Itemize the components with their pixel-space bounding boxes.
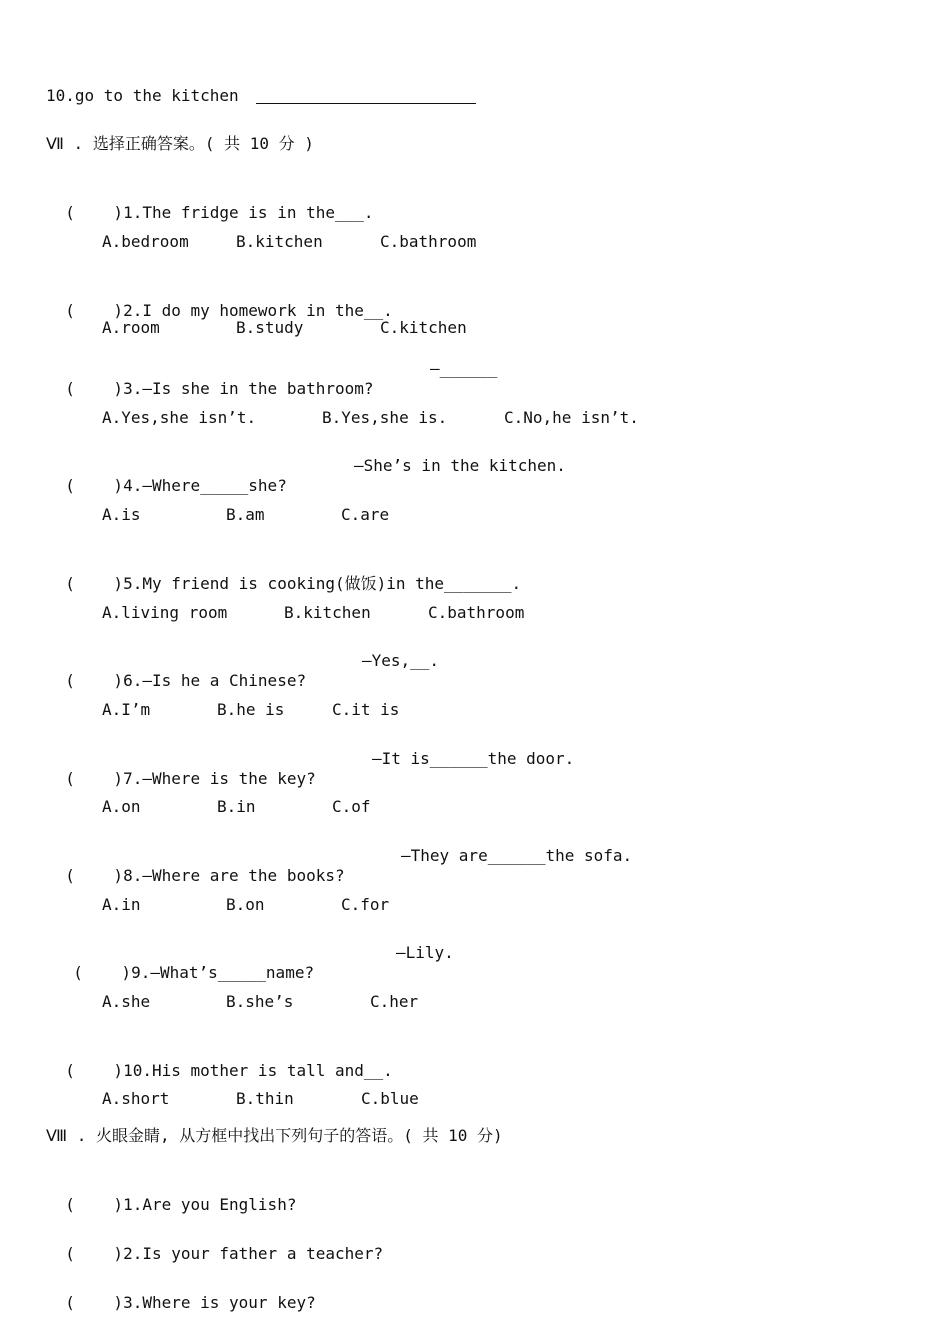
s8-question-3-stem: Where is your key? — [142, 1293, 316, 1312]
s8-question-2-number[interactable]: ( )2. — [65, 1244, 143, 1263]
question-2 — [46, 281, 393, 321]
question-1-number[interactable]: ( )1. — [65, 203, 143, 222]
item-10-go-to-kitchen: 10.go to the kitchen — [46, 86, 239, 105]
q3-option-b[interactable]: B.Yes,she is. — [322, 408, 448, 427]
q2-option-a[interactable]: A.room — [102, 318, 160, 337]
q2-option-b[interactable]: B.study — [236, 318, 304, 337]
question-9-reply: —Lily. — [396, 943, 454, 962]
s8-question-3 — [46, 1273, 316, 1313]
q1-option-a[interactable]: A.bedroom — [102, 232, 189, 251]
question-4-stem: —Where_____she? — [142, 476, 287, 495]
question-8 — [46, 846, 345, 886]
question-5 — [46, 554, 521, 594]
question-3-reply: —______ — [430, 359, 498, 378]
s8-question-1 — [46, 1175, 296, 1215]
q3-option-c[interactable]: C.No,he isn’t. — [504, 408, 639, 427]
q8-option-c[interactable]: C.for — [341, 895, 390, 914]
q7-option-c[interactable]: C.of — [332, 797, 371, 816]
q8-option-a[interactable]: A.in — [102, 895, 141, 914]
question-2-number[interactable]: ( )2. — [65, 301, 143, 320]
question-2-stem: I do my homework in the__. — [142, 301, 393, 320]
s8-question-1-number[interactable]: ( )1. — [65, 1195, 143, 1214]
question-4 — [46, 456, 287, 496]
q10-option-a[interactable]: A.short — [102, 1089, 170, 1108]
q7-option-a[interactable]: A.on — [102, 797, 141, 816]
q5-option-b[interactable]: B.kitchen — [284, 603, 371, 622]
s8-question-3-number[interactable]: ( )3. — [65, 1293, 143, 1312]
question-10 — [46, 1041, 393, 1081]
question-4-number[interactable]: ( )4. — [65, 476, 143, 495]
q10-option-c[interactable]: C.blue — [361, 1089, 419, 1108]
q4-option-a[interactable]: A.is — [102, 505, 141, 524]
question-7 — [46, 749, 316, 789]
question-3-stem: —Is she in the bathroom? — [142, 379, 374, 398]
question-6-reply: —Yes,__. — [362, 651, 440, 670]
s8-question-2-stem: Is your father a teacher? — [142, 1244, 384, 1263]
q6-option-c[interactable]: C.it is — [332, 700, 400, 719]
s8-question-1-stem: Are you English? — [142, 1195, 297, 1214]
q3-option-a[interactable]: A.Yes,she isn’t. — [102, 408, 257, 427]
question-7-number[interactable]: ( )7. — [65, 769, 143, 788]
q10-option-b[interactable]: B.thin — [236, 1089, 294, 1108]
question-1 — [46, 183, 374, 223]
q8-option-b[interactable]: B.on — [226, 895, 265, 914]
q6-option-b[interactable]: B.he is — [217, 700, 285, 719]
q9-option-b[interactable]: B.she’s — [226, 992, 294, 1011]
question-5-number[interactable]: ( )5. — [65, 574, 143, 593]
question-9-number[interactable]: ( )9. — [73, 963, 151, 982]
answer-blank-line[interactable] — [256, 103, 476, 104]
q9-option-a[interactable]: A.she — [102, 992, 151, 1011]
question-9-stem: —What’s_____name? — [150, 963, 315, 982]
question-9 — [54, 943, 314, 983]
q9-option-c[interactable]: C.her — [370, 992, 419, 1011]
section-7-heading: Ⅶ . 选择正确答案。( 共 10 分 ) — [46, 134, 314, 153]
q5-option-c[interactable]: C.bathroom — [428, 603, 525, 622]
question-6 — [46, 651, 306, 691]
question-8-number[interactable]: ( )8. — [65, 866, 143, 885]
q1-option-c[interactable]: C.bathroom — [380, 232, 477, 251]
q2-option-c[interactable]: C.kitchen — [380, 318, 467, 337]
question-10-stem: His mother is tall and__. — [151, 1061, 393, 1080]
question-8-reply: —They are______the sofa. — [401, 846, 633, 865]
question-5-stem: My friend is cooking(做饭)in the_______. — [142, 574, 522, 593]
s8-question-2 — [46, 1224, 383, 1264]
q1-option-b[interactable]: B.kitchen — [236, 232, 323, 251]
q6-option-a[interactable]: A.I’m — [102, 700, 151, 719]
question-6-number[interactable]: ( )6. — [65, 671, 143, 690]
question-7-reply: —It is______the door. — [372, 749, 575, 768]
section-8-heading: Ⅷ . 火眼金睛, 从方框中找出下列句子的答语。( 共 10 分) — [46, 1126, 503, 1145]
question-4-reply: —She’s in the kitchen. — [354, 456, 566, 475]
question-10-number[interactable]: ( )10. — [65, 1061, 152, 1080]
question-3 — [46, 359, 374, 399]
q7-option-b[interactable]: B.in — [217, 797, 256, 816]
question-6-stem: —Is he a Chinese? — [142, 671, 307, 690]
q4-option-c[interactable]: C.are — [341, 505, 390, 524]
q5-option-a[interactable]: A.living room — [102, 603, 228, 622]
question-1-stem: The fridge is in the___. — [142, 203, 374, 222]
question-3-number[interactable]: ( )3. — [65, 379, 143, 398]
q4-option-b[interactable]: B.am — [226, 505, 265, 524]
question-7-stem: —Where is the key? — [142, 769, 316, 788]
question-8-stem: —Where are the books? — [142, 866, 345, 885]
